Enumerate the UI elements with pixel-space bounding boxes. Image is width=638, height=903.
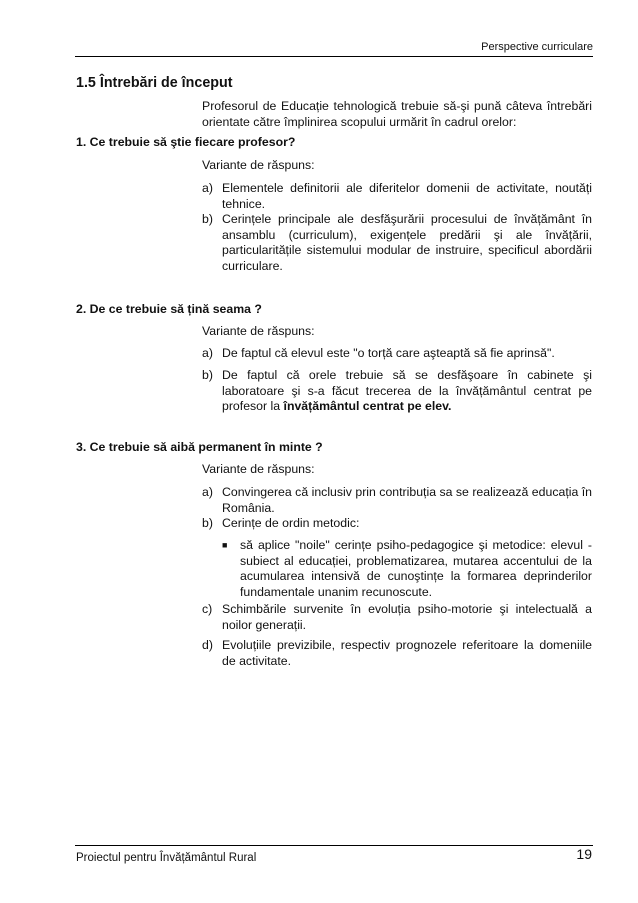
answer-text: Elementele definitorii ale diferitelor domenii de activitate, noutăți tehnice. xyxy=(222,181,592,211)
answer-marker: a) xyxy=(202,485,213,499)
bullet-text: să aplice "noile" cerințe psiho-pedagogice şi metodice: elevul - subiect al educației, problematizarea, mutarea accentului de la acumularea intensivă de cunoştințe la formarea deprinderilor fundamentale unanim recunoscute. xyxy=(240,538,592,599)
question-2-answer-a xyxy=(202,346,592,362)
question-1-title: 1. Ce trebuie să ştie fiecare profesor? xyxy=(76,135,296,149)
answer-text: Cerințe de ordin metodic: xyxy=(222,516,360,530)
running-header: Perspective curriculare xyxy=(481,41,593,53)
answer-text: Convingerea că inclusiv prin contribuția sa se realizează educația în România. xyxy=(222,485,592,515)
footer-rule xyxy=(75,845,593,846)
section-intro: Profesorul de Educație tehnologică trebuie să-şi pună câteva întrebări orientate către împlinirea scopului urmărit în cadrul orelor: xyxy=(202,99,592,129)
question-3-answer-c xyxy=(202,602,592,633)
question-1-answer-b xyxy=(202,212,592,274)
footer-publication: Proiectul pentru Învățământul Rural xyxy=(76,852,257,864)
question-1-answer-a xyxy=(202,181,592,212)
answer-text: Cerințele principale ale desfăşurării procesului de învățământ în ansamblu (curriculum), exigențele predării şi ale învățării, particularitățile sistemului modular de instruire, specificul abordării curriculare. xyxy=(222,212,592,273)
question-2-answer-b xyxy=(202,368,592,415)
question-3-answer-a xyxy=(202,485,592,516)
answer-marker: a) xyxy=(202,346,213,360)
answer-text: Schimbările survenite în evoluția psiho-motorie şi intelectuală a noilor generații. xyxy=(222,602,592,632)
answer-marker: a) xyxy=(202,181,213,195)
page-number: 19 xyxy=(576,846,592,862)
section-title: 1.5 Întrebări de început xyxy=(76,75,233,91)
answer-text-plain: De faptul că orele trebuie să se desfăşoare în cabinete şi laboratoare şi s-a făcut trecerea de la învățământul centrat pe profesor la xyxy=(222,368,592,413)
answer-text-emphasis: învățământul centrat pe elev. xyxy=(283,399,452,413)
answer-text xyxy=(222,368,592,415)
question-3-bullet-item xyxy=(222,538,592,600)
question-2-title: 2. De ce trebuie să țină seama ? xyxy=(76,302,262,316)
question-3-title: 3. Ce trebuie să aibă permanent în minte ? xyxy=(76,440,323,454)
question-1-variants-label: Variante de răspuns: xyxy=(202,158,315,172)
question-3-variants-label: Variante de răspuns: xyxy=(202,462,315,476)
answer-marker: d) xyxy=(202,638,213,652)
answer-text: Evoluțiile previzibile, respectiv prognozele referitoare la domeniile de activitate. xyxy=(222,638,592,668)
answer-marker: b) xyxy=(202,212,213,226)
square-bullet-icon: ■ xyxy=(222,540,228,550)
answer-marker: c) xyxy=(202,602,213,616)
question-2-variants-label: Variante de răspuns: xyxy=(202,324,315,338)
header-rule xyxy=(75,56,593,57)
answer-marker: b) xyxy=(202,516,213,530)
question-3-answer-b xyxy=(202,516,592,532)
question-3-answer-d xyxy=(202,638,592,669)
answer-marker: b) xyxy=(202,368,213,382)
answer-text: De faptul că elevul este "o torță care aşteaptă să fie aprinsă". xyxy=(222,346,555,360)
